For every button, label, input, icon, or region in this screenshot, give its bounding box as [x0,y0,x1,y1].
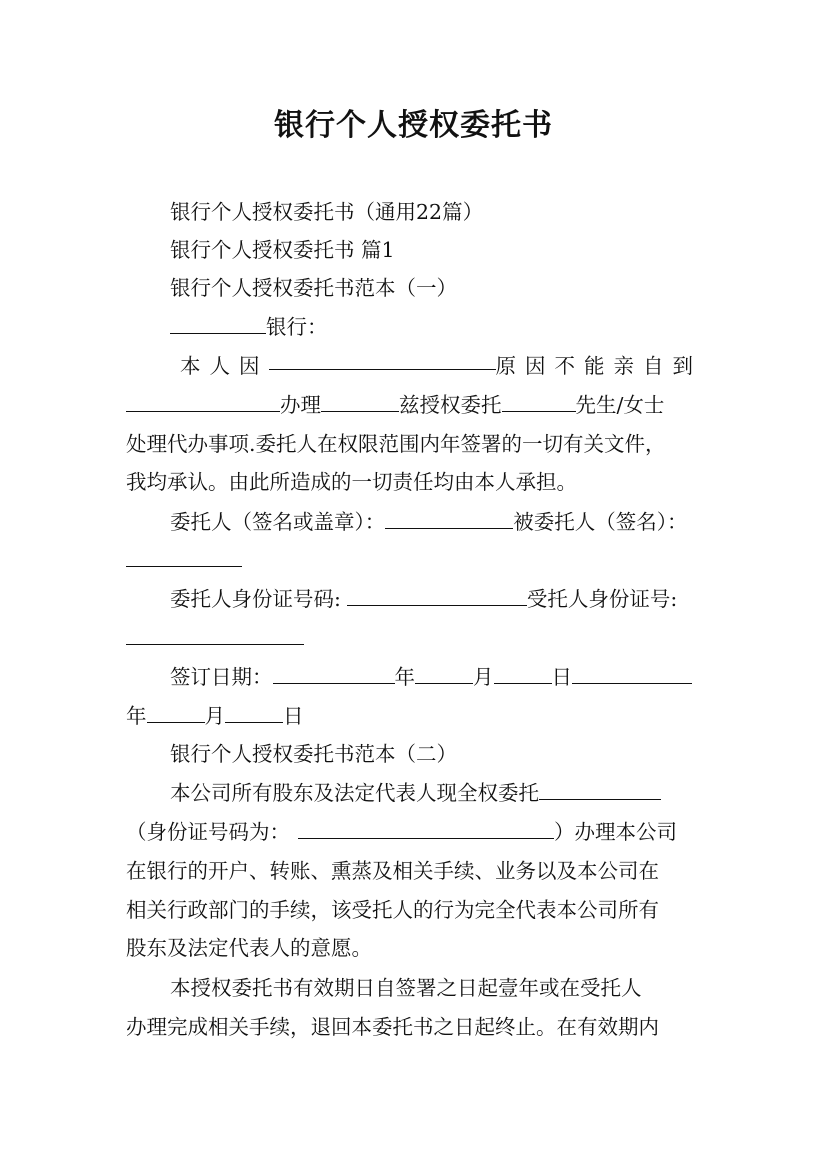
blank-field [539,777,661,800]
paragraph-line: 办理 兹授权委托 先生/女士 [126,386,706,424]
id-number-line: 委托人身份证号码: 受托人身份证号: [170,580,706,618]
paragraph-line: 本授权委托书有效期日自签署之日起壹年或在受托人 [170,976,642,1000]
blank-field [269,347,496,370]
blank-field [415,661,473,684]
paragraph-line: 在银行的开户、转账、熏蒸及相关手续、业务以及本公司在 [126,859,659,883]
date-line: 年 月 日 [126,697,706,735]
blank-field [126,389,280,412]
paragraph-line: 本人因 原因不能亲自到 [180,347,702,385]
blank-field [321,389,399,412]
blank-field [347,583,527,606]
blank-field [572,661,692,684]
blank-field [126,544,242,567]
paragraph-line: 处理代办事项.委托人在权限范围内年签署的一切有关文件， [126,432,666,456]
blank-field [494,661,552,684]
blank-field [126,622,304,645]
date-line: 签订日期： 年 月 日 [170,658,706,696]
blank-field [147,700,205,723]
paragraph-line: 银行个人授权委托书 篇1 [170,238,395,262]
id-number-line [126,619,706,657]
signature-line: 委托人（签名或盖章）： 被委托人（签名）： [170,503,706,541]
paragraph-line: （身份证号码为： ）办理本公司 [126,813,706,851]
paragraph-line: 银行个人授权委托书（通用22篇） [170,200,484,224]
blank-field [502,389,576,412]
paragraph-line: 我均承认。由此所造成的一切责任均由本人承担。 [126,470,577,494]
paragraph-line: 本公司所有股东及法定代表人现全权委托 [170,774,706,812]
paragraph-line: 银行个人授权委托书范本（一） [170,276,457,300]
bank-name-line: 银行： [170,308,706,346]
paragraph-line: 办理完成相关手续，退回本委托书之日起终止。在有效期内 [126,1015,659,1039]
page-title: 银行个人授权委托书 [274,108,553,143]
blank-field [170,311,266,334]
signature-line [126,541,706,579]
blank-field [273,661,395,684]
blank-field [225,700,283,723]
blank-field [298,816,554,839]
blank-field [385,506,513,529]
paragraph-line: 股东及法定代表人的意愿。 [126,936,372,960]
paragraph-line: 银行个人授权委托书范本（二） [170,742,457,766]
paragraph-line: 相关行政部门的手续，该受托人的行为完全代表本公司所有 [126,898,659,922]
